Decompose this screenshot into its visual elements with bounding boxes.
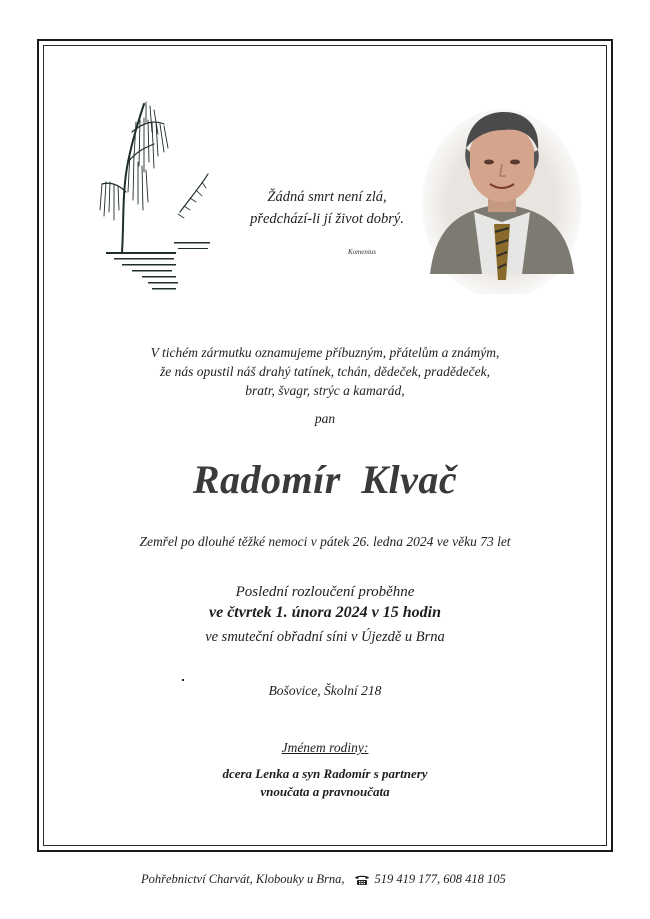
quote-line-1: Žádná smrt není zlá, xyxy=(267,189,387,205)
farewell-date: ve čtvrtek 1. února 2024 v 15 hodin xyxy=(209,604,441,621)
weeping-willow-illustration xyxy=(92,92,214,296)
funeral-company: Pohřebnictví Charvát, Klobouky u Brna, xyxy=(141,872,345,886)
announcement-intro xyxy=(60,343,590,400)
address: Bošovice, Školní 218 xyxy=(268,683,382,698)
death-info: Zemřel po dlouhé těžké nemoci v pátek 26. ledna 2024 ve věku 73 let xyxy=(139,534,511,549)
deceased-name: Radomír Klvač xyxy=(192,457,458,502)
phone-icon xyxy=(354,874,370,886)
family-line-2: vnoučata a pravnoučata xyxy=(260,784,390,799)
phone-numbers: 519 419 177, 608 418 105 xyxy=(374,872,506,886)
speck xyxy=(182,679,184,681)
quote-author: Komenius xyxy=(348,248,376,256)
portrait-photo xyxy=(422,104,582,294)
footer xyxy=(141,872,521,887)
farewell-intro: Poslední rozloučení proběhne xyxy=(235,584,415,600)
memorial-quote xyxy=(238,186,416,230)
intro-line-3: bratr, švagr, strýc a kamarád, xyxy=(245,383,405,398)
farewell-place: ve smuteční obřadní síni v Újezdě u Brna xyxy=(205,629,445,645)
family-heading: Jménem rodiny: xyxy=(281,740,369,755)
quote-line-2: předchází-li jí život dobrý. xyxy=(250,211,404,227)
family-line-1: dcera Lenka a syn Radomír s partnery xyxy=(222,766,428,781)
title-pan: pan xyxy=(314,411,336,426)
intro-line-2: že nás opustil náš drahý tatínek, tchán, dědeček, pradědeček, xyxy=(160,364,490,379)
intro-line-1: V tichém zármutku oznamujeme příbuzným, přátelům a známým, xyxy=(150,345,500,360)
